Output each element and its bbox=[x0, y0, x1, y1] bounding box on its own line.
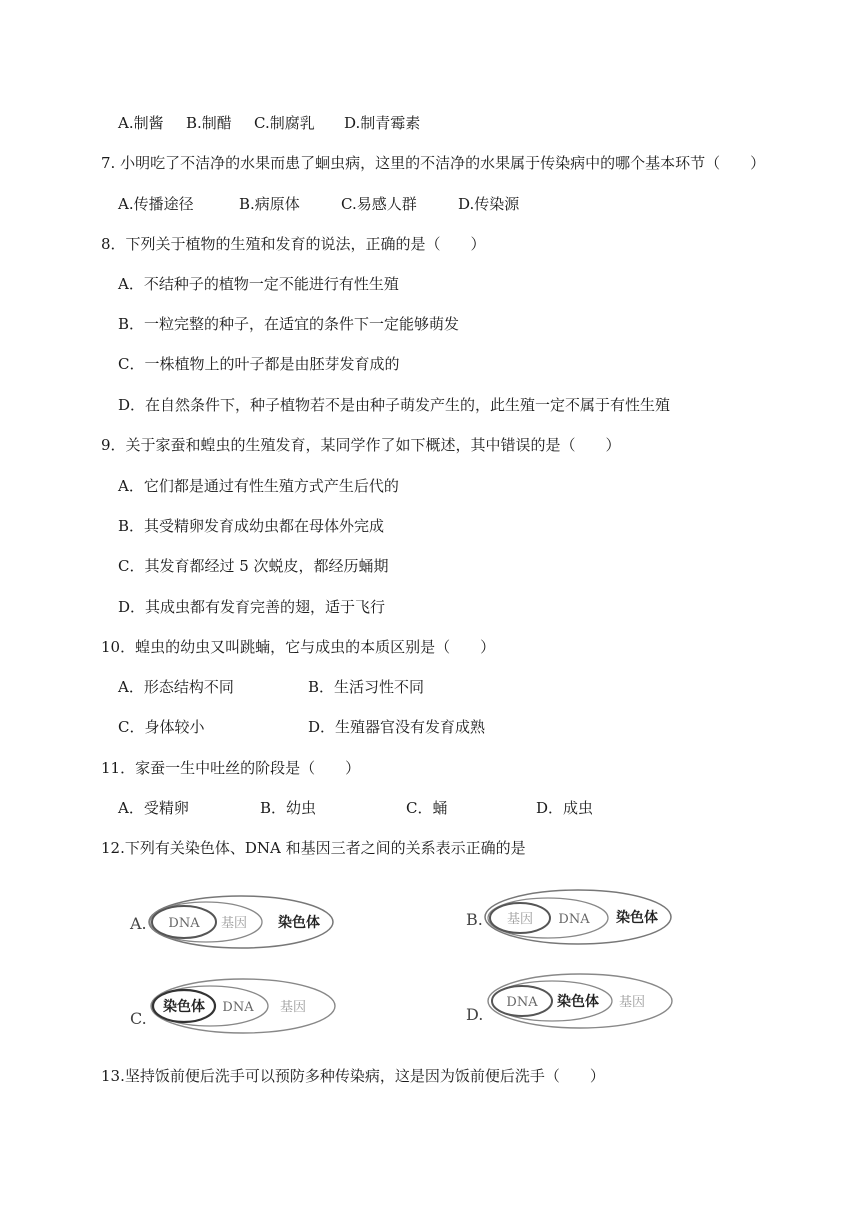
q12-diagram-c-middle-label: DNA bbox=[222, 1000, 254, 1015]
q7-option-a: A.传播途径 bbox=[118, 195, 194, 213]
q12-diagram-a-middle-label: 基因 bbox=[220, 916, 248, 931]
q6-option-a: A.制酱 bbox=[118, 114, 164, 132]
q11-option-a: A．受精卵 bbox=[118, 799, 189, 817]
q9-stem: 9．关于家蚕和蝗虫的生殖发育，某同学作了如下概述，其中错误的是（ ） bbox=[101, 436, 621, 454]
q10-option-a: A．形态结构不同 bbox=[118, 678, 234, 696]
q12-diagram-c-inner-label: 染色体 bbox=[163, 999, 205, 1015]
q11-option-b: B．幼虫 bbox=[260, 799, 317, 817]
q7-option-c: C.易感人群 bbox=[341, 195, 417, 213]
q12-diagram-b-inner-label: 基因 bbox=[506, 912, 534, 927]
q8-option-d: D．在自然条件下，种子植物若不是由种子萌发产生的，此生殖一定不属于有性生殖 bbox=[118, 396, 671, 414]
q12-diagram-b-outer-label: 染色体 bbox=[616, 910, 658, 926]
q9-option-c: C．其发育都经过 5 次蜕皮，都经历蛹期 bbox=[118, 557, 389, 575]
q12-diagram-c bbox=[126, 972, 346, 1042]
q12-diagram-a-inner-label: DNA bbox=[168, 916, 200, 931]
q9-option-d: D．其成虫都有发育完善的翅，适于飞行 bbox=[118, 598, 386, 616]
q12-diagram-c-outer-label: 基因 bbox=[279, 1000, 307, 1015]
q7-option-d: D.传染源 bbox=[458, 195, 520, 213]
q11-stem: 11．家蚕一生中吐丝的阶段是（ ） bbox=[101, 759, 361, 777]
q12-stem: 12.下列有关染色体、DNA 和基因三者之间的关系表示正确的是 bbox=[101, 839, 526, 857]
q12-diagram-d-outer-label: 基因 bbox=[618, 995, 646, 1010]
q9-option-a: A．它们都是通过有性生殖方式产生后代的 bbox=[118, 477, 399, 495]
q9-option-b: B．其受精卵发育成幼虫都在母体外完成 bbox=[118, 517, 385, 535]
q11-option-c: C．蛹 bbox=[406, 799, 448, 817]
q12-diagram-b-middle-label: DNA bbox=[558, 912, 590, 927]
q10-stem: 10．蝗虫的幼虫又叫跳蝻，它与成虫的本质区别是（ ） bbox=[101, 638, 496, 656]
q12-diagram-b bbox=[462, 884, 682, 954]
q12-diagram-d-letter: D. bbox=[466, 1005, 484, 1024]
q12-diagram-d bbox=[462, 968, 682, 1038]
q8-option-a: A．不结种子的植物一定不能进行有性生殖 bbox=[118, 275, 399, 293]
q8-option-c: C．一株植物上的叶子都是由胚芽发育成的 bbox=[118, 355, 400, 373]
q11-option-d: D．成虫 bbox=[536, 799, 594, 817]
q8-stem: 8．下列关于植物的生殖和发育的说法，正确的是（ ） bbox=[101, 235, 486, 253]
q6-option-c: C.制腐乳 bbox=[254, 114, 315, 132]
q7-option-b: B.病原体 bbox=[239, 195, 300, 213]
q6-option-b: B.制醋 bbox=[186, 114, 232, 132]
q12-diagram-d-inner-label: DNA bbox=[506, 995, 538, 1010]
q12-diagram-a-letter: A. bbox=[130, 914, 147, 933]
q8-option-b: B．一粒完整的种子，在适宜的条件下一定能够萌发 bbox=[118, 315, 460, 333]
q12-diagram-b-letter: B. bbox=[466, 910, 483, 929]
q12-diagram-d-middle-label: 染色体 bbox=[557, 994, 599, 1010]
q10-option-d: D．生殖器官没有发育成熟 bbox=[308, 718, 486, 736]
q12-diagram-a bbox=[126, 888, 346, 958]
q13-stem: 13.坚持饭前便后洗手可以预防多种传染病，这是因为饭前便后洗手（ ） bbox=[101, 1067, 605, 1085]
q12-diagram-a-outer-label: 染色体 bbox=[278, 915, 320, 931]
q6-option-d: D.制青霉素 bbox=[344, 114, 421, 132]
q10-option-b: B．生活习性不同 bbox=[308, 678, 425, 696]
q7-stem: 7. 小明吃了不洁净的水果而患了蛔虫病，这里的不洁净的水果属于传染病中的哪个基本环节（ ） bbox=[101, 154, 766, 172]
q10-option-c: C．身体较小 bbox=[118, 718, 205, 736]
q12-diagram-c-letter: C. bbox=[130, 1009, 147, 1028]
